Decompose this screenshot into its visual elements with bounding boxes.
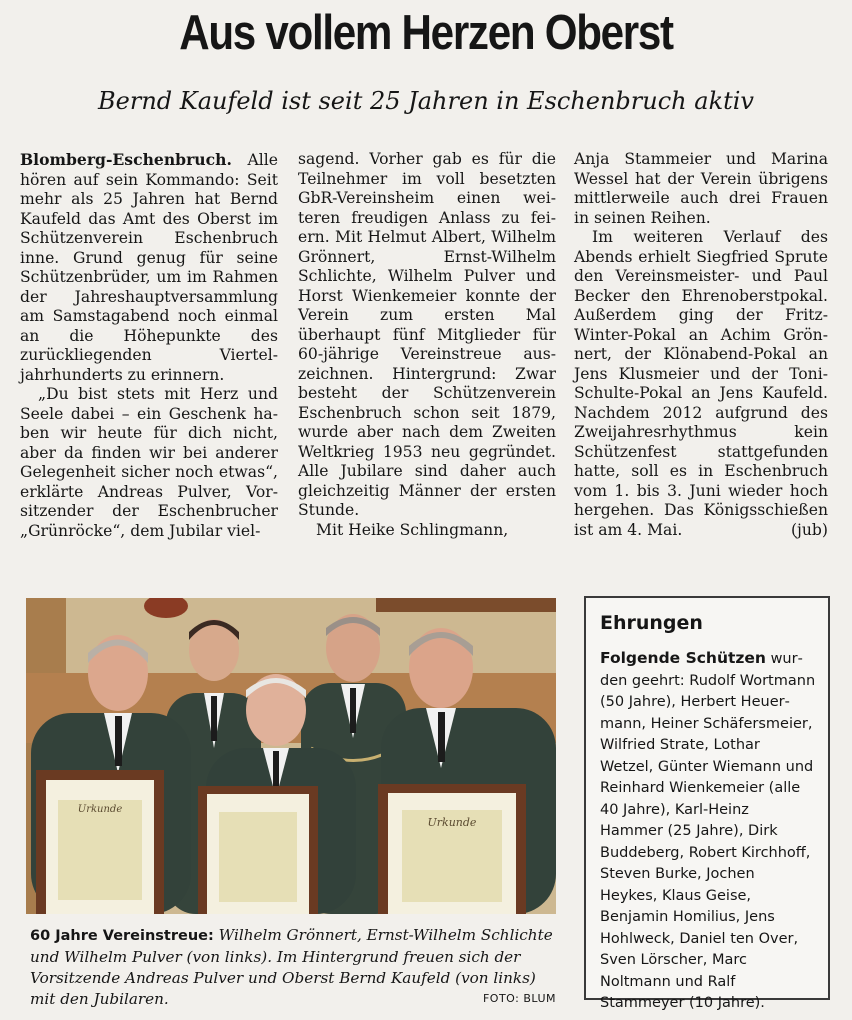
certificate-right [378, 784, 526, 914]
paragraph-text: Alle hören auf sein Kommando: Seit mehr als 25 Jahren hat Bernd Kaufeld das Amt des Oberst im Schützenverein Eschenbruch inne. Grund genug für seine Schützenbrüder, um im Rahmen der Jahreshauptversammlung am Samstagabend noch einmal an die Höhepunkte des zurückliegenden Vierteljahrhunderts zu erinnern. [20, 151, 278, 384]
headline: Aus vollem Herzen Oberst [179, 6, 673, 60]
article-paragraph: Anja Stammeier und Marina Wessel hat der Verein übrigens mittlerweile auch drei Frauen in seinen Reihen. [574, 150, 828, 227]
article-paragraph [20, 150, 278, 385]
certificate-title: Urkunde [427, 816, 477, 829]
article-paragraph [574, 228, 828, 540]
infobox-title: Ehrungen [600, 612, 703, 634]
article-column-3 [574, 150, 828, 540]
author-initials: (jub) [790, 520, 828, 539]
article-paragraph: Mit Heike Schlingmann, [316, 520, 509, 539]
photo-credit: FOTO: BLUM [482, 992, 556, 1005]
infobox-text [600, 648, 816, 1015]
caption-lead: 60 Jahre Vereinstreue: [30, 928, 214, 944]
caption-text: Wilhelm Grönnert, Ernst-Wilhelm Schlichte und Wilhelm Pulver (von links). Im Hintergrund freuen sich der Vorsitzende Andreas Pulver und Oberst Bernd Kaufeld (von links) mit den Jubilaren. [30, 926, 553, 1008]
infobox-body: wurden geehrt: Rudolf Wortmann (50 Jahre), Herbert Heuermann, Heiner Schäfersmeier, Wilfried Strate, Lothar Wetzel, Günter Wiemann und Reinhard Wienkemeier (alle 40 Jahre), Karl-Heinz Hammer (25 Jahre), Dirk Buddeberg, Robert Kirchhoff, Steven Burke, Jochen Heykes, Klaus Geise, Benjamin Homilius, Jens Hohlweck, Daniel ten Over, Sven Lörscher, Marc Noltmann und Ralf Stammeyer (10 Jahre). [600, 651, 816, 1011]
photo-illustration [26, 598, 556, 914]
dateline: Blomberg-Eschenbruch. [20, 150, 232, 169]
paragraph-text: Im weiteren Verlauf des Abends erhielt Siegfried Sprute den Vereinsmeister- und Paul Becker den Ehrenoberstpokal. Außerdem ging der Fritz-Winter-Pokal an Achim Grönnert, der Klönabend-Pokal an Jens Klusmeier und der Toni-Schulte-Pokal an Jens Kaufeld. Nachdem 2012 aufgrund des Zweijahresrhythmus kein Schützenfest stattgefunden hatte, soll es in Eschenbruch vom 1. bis 3. Juni wieder hoch hergehen. Das Königsschießen ist am 4. Mai. [574, 228, 828, 539]
honors-infobox [584, 596, 830, 1011]
certificate-title: Urkunde [77, 804, 123, 815]
article-column-2 [298, 150, 556, 540]
certificate-middle [198, 786, 318, 914]
subheadline: Bernd Kaufeld ist seit 25 Jahren in Eschenbruch aktiv [98, 87, 754, 115]
article-paragraph: „Du bist stets mit Herz und Seele dabei – ein Geschenk haben wir heute für dich nicht, aber da finden wir bei anderer Gelegenheit sicher noch etwas“, erklärte Andreas Pulver, Vorsitzender der Eschenbrucher „Grünröcke“, dem Jubilar viel- [20, 385, 278, 540]
article-paragraph: sagend. Vorher gab es für die Teilnehmer im voll besetzten GbR-Vereinsheim einen weiteren freudigen Anlass zu feiern. Mit Helmut Albert, Wilhelm Grönnert, Ernst-Wilhelm Schlichte, Wilhelm Pulver und Horst Wienkemeier konnte der Verein zum ersten Mal überhaupt fünf Mitglieder für 60-jährige Vereinstreue auszeichnen. Hintergrund: Zwar besteht der Schützenverein Eschenbruch schon seit 1879, wurde aber nach dem Zweiten Weltkrieg 1953 neu gegründet. Alle Jubilare sind daher auch gleichzeitig Männer der ersten Stunde. [298, 150, 556, 519]
group-photo [26, 598, 556, 914]
photo-caption [30, 925, 560, 1010]
certificate-left [36, 770, 164, 914]
infobox-lead: Folgende Schützen [600, 649, 766, 667]
article-column-1 [20, 150, 278, 541]
